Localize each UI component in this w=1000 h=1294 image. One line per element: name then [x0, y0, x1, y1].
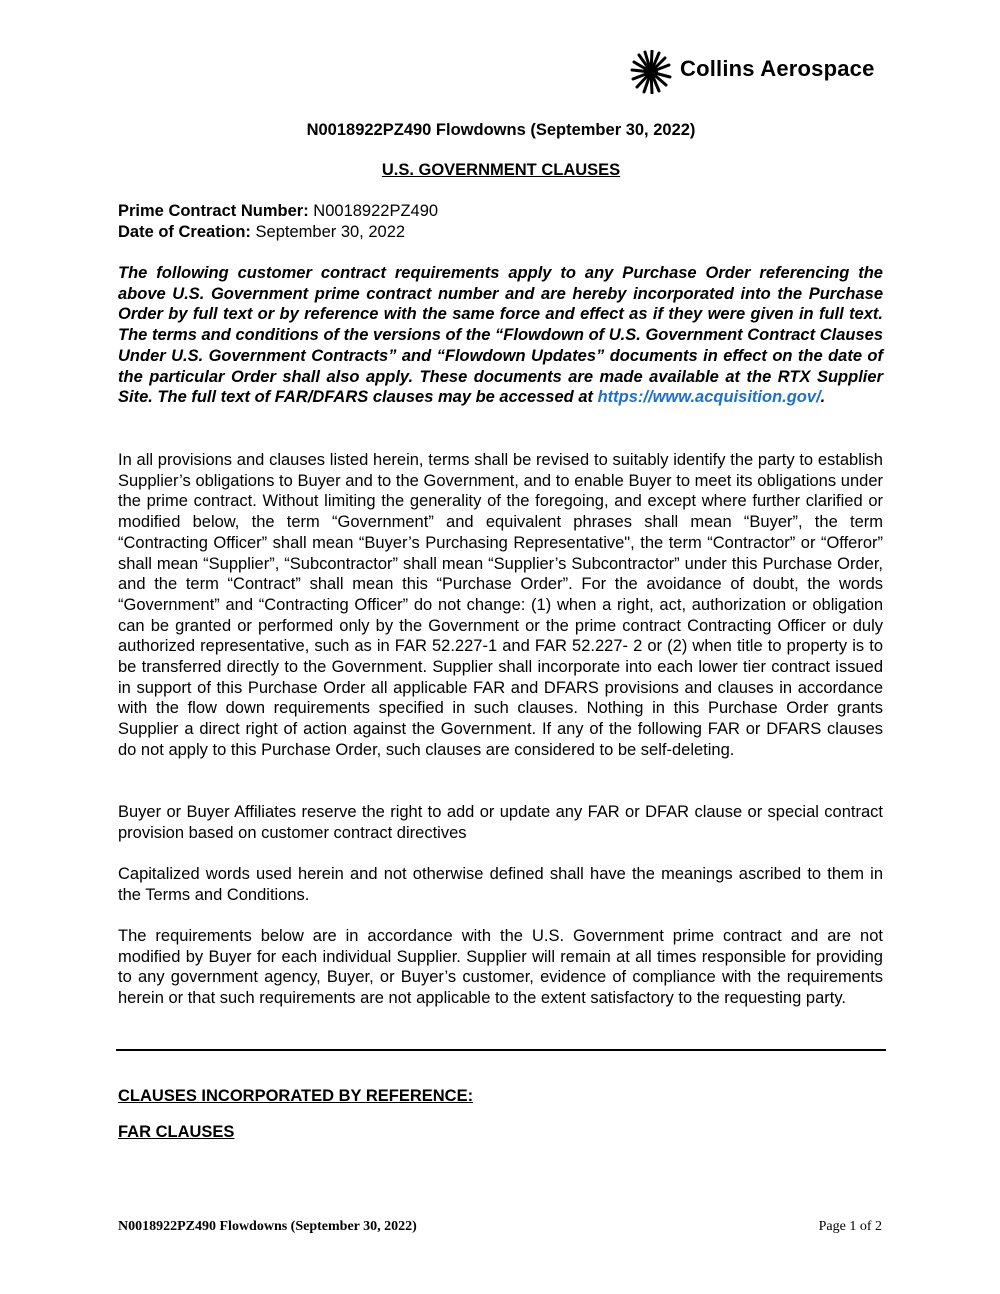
far-clauses-heading: FAR CLAUSES [118, 1123, 235, 1141]
footer-document-name: N0018922PZ490 Flowdowns (September 30, 2022) [118, 1219, 417, 1234]
prime-contract-line [118, 201, 884, 222]
clauses-reference-heading: CLAUSES INCORPORATED BY REFERENCE: [118, 1087, 474, 1105]
collins-sunburst-icon [628, 50, 674, 94]
buyer-rights-paragraph: Buyer or Buyer Affiliates reserve the right to add or update any FAR or DFAR clause or special contract provision based on customer contract directives [118, 803, 883, 842]
definitions-paragraph: In all provisions and clauses listed herein, terms shall be revised to suitably identify the party to establish Supplier’s obligations to Buyer and to the Government, and to enable Buyer to meet its obligations under the prime contract. Without limiting the generality of the foregoing, and except where further clarified or modified below, the term “Government” and equivalent phrases shall mean “Buyer”, the term “Contracting Officer” shall mean “Buyer’s Purchasing Representative", the term “Contractor” or “Offeror” shall mean “Supplier”, “Subcontractor” shall mean “Supplier’s Subcontractor” under this Purchase Order, and the term “Contract” shall mean this “Purchase Order”. For the avoidance of doubt, the words “Government” and “Contracting Officer” do not change: (1) when a right, act, authorization or obligation can be granted or performed only by the Government or the prime contract Contracting Officer or duly authorized representative, such as in FAR 52.227-1 and FAR 52.227- 2 or (2) when title to property is to be transferred directly to the Government. Supplier shall incorporate into each lower tier contract issued in support of this Purchase Order all applicable FAR and DFARS provisions and clauses in accordance with the flow down requirements specified in such clauses. Nothing in this Purchase Order grants Supplier a direct right of action against the Government. If any of the following FAR or DFARS clauses do not apply to this Purchase Order, such clauses are considered to be self-deleting. [118, 451, 883, 759]
intro-paragraph [118, 263, 883, 408]
acquisition-link[interactable]: https://www.acquisition.gov/ [597, 388, 821, 407]
contract-meta [118, 201, 884, 243]
date-value: September 30, 2022 [255, 223, 406, 241]
requirements-paragraph: The requirements below are in accordance with the U.S. Government prime contract and are not modified by Buyer for each individual Supplier. Supplier will remain at all times responsible for providing to any government agency, Buyer, or Buyer’s customer, evidence of compliance with the requirements herein or that such requirements are not applicable to the extent satisfactory to the requesting party. [118, 927, 883, 1008]
date-line [118, 222, 884, 243]
capitalized-words-paragraph: Capitalized words used herein and not otherwise defined shall have the meanings ascribed to them in the Terms and Conditions. [118, 865, 883, 904]
footer-page-number: Page 1 of 2 [818, 1219, 882, 1234]
prime-contract-value: N0018922PZ490 [313, 202, 439, 220]
intro-text: The following customer contract requirements apply to any Purchase Order referencing the above U.S. Government prime contract number and are hereby incorporated into the Purchase Order by full text or by reference with the same force and effect as if they were given in full text. The terms and conditions of the versions of the “Flowdown of U.S. Government Contract Clauses Under U.S. Government Contracts” and “Flowdown Updates” documents in effect on the date of the particular Order shall also apply. These documents are made available at the RTX Supplier Site. The full text of FAR/DFARS clauses may be accessed at [118, 264, 883, 407]
document-subtitle [118, 160, 884, 180]
company-logo [628, 48, 888, 96]
document-title: N0018922PZ490 Flowdowns (September 30, 2022) [306, 121, 696, 139]
intro-end: . [820, 388, 826, 407]
logo-text: Collins Aerospace [680, 56, 875, 81]
subtitle-text: U.S. GOVERNMENT CLAUSES [381, 161, 621, 179]
prime-contract-label: Prime Contract Number: [118, 202, 309, 220]
date-label: Date of Creation: [118, 223, 251, 241]
section-divider [116, 1049, 886, 1051]
